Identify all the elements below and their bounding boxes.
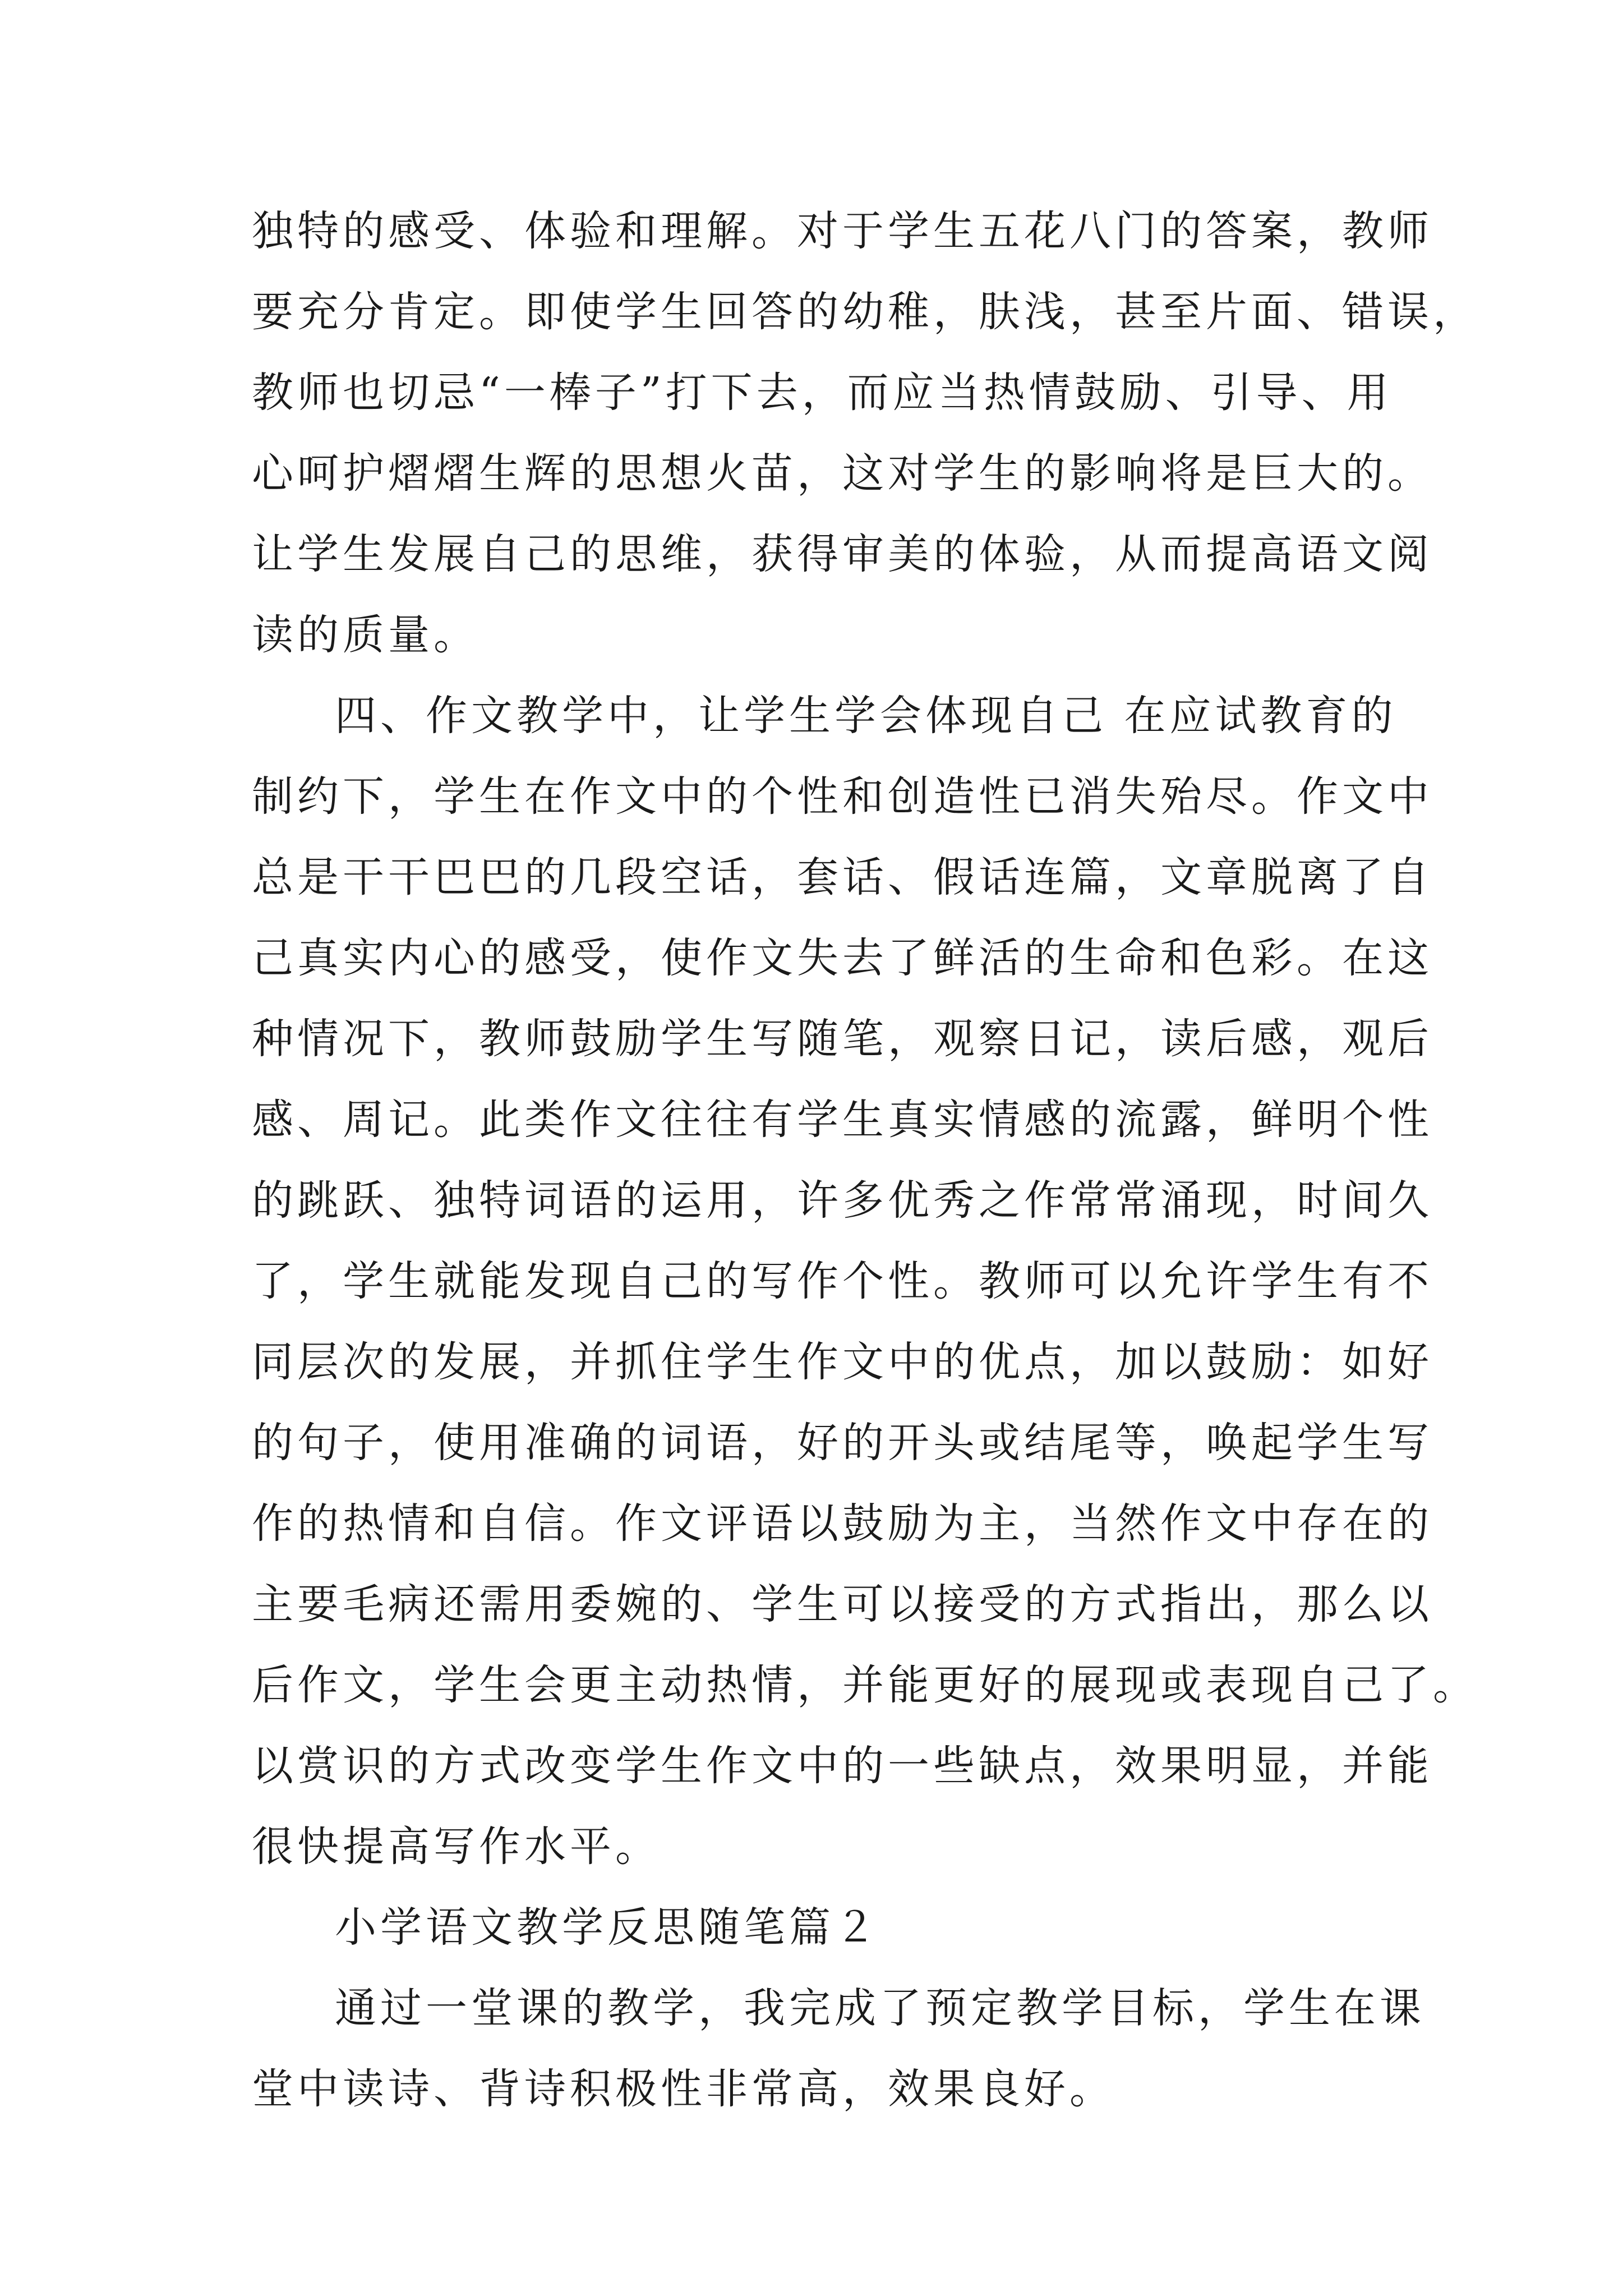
text-line: 同层次的发展，并抓住学生作文中的优点，加以鼓励：如好 — [252, 1338, 1433, 1386]
text-line: 通过一堂课的教学，我完成了预定教学目标，学生在课 — [335, 1984, 1425, 2032]
text-line: 后作文，学生会更主动热情，并能更好的展现或表现自己了。 — [252, 1661, 1478, 1709]
text-line: 主要毛病还需用委婉的、学生可以接受的方式指出，那么以 — [252, 1580, 1433, 1628]
section-heading — [252, 1887, 1385, 1968]
text-line: 教师也切忌“一棒子”打下去，而应当热情鼓励、引导、用 — [252, 369, 1393, 417]
text-line: 制约下，学生在作文中的个性和创造性已消失殆尽。作文中 — [252, 772, 1433, 821]
text-line: 以赏识的方式改变学生作文中的一些缺点，效果明显，并能 — [252, 1742, 1433, 1790]
document-body — [252, 191, 1478, 2129]
text-line: 感、周记。此类作文往往有学生真实情感的流露，鲜明个性 — [252, 1096, 1433, 1144]
text-line: 很快提高写作水平。 — [252, 1823, 661, 1871]
text-line: 种情况下，教师鼓励学生写随笔，观察日记，读后感，观后 — [252, 1015, 1433, 1063]
text-line: 独特的感受、体验和理解。对于学生五花八门的答案，教师 — [252, 207, 1433, 255]
text-line: 了，学生就能发现自己的写作个性。教师可以允许学生有不 — [252, 1257, 1433, 1305]
text-line: 要充分肯定。即使学生回答的幼稚，肤浅，甚至片面、错误， — [252, 288, 1478, 336]
text-line: 读的质量。 — [252, 611, 479, 659]
paragraph-section-four — [252, 675, 1478, 1887]
text-line: 让学生发展自己的思维，获得审美的体验，从而提高语文阅 — [252, 530, 1433, 578]
paragraph-continued — [252, 191, 1478, 675]
text-line: 堂中读诗、背诗积极性非常高，效果良好。 — [252, 2065, 1115, 2113]
heading-text: 小学语文教学反思随笔篇２ — [335, 1903, 880, 1952]
text-line: 己真实内心的感受，使作文失去了鲜活的生命和色彩。在这 — [252, 934, 1433, 982]
text-line: 的跳跃、独特词语的运用，许多优秀之作常常涌现，时间久 — [252, 1176, 1433, 1225]
paragraph-closing — [252, 1968, 1425, 2129]
text-line: 心呵护熠熠生辉的思想火苗，这对学生的影响将是巨大的。 — [252, 449, 1433, 498]
text-line: 作的热情和自信。作文评语以鼓励为主，当然作文中存在的 — [252, 1499, 1433, 1548]
text-line: 四、作文教学中，让学生学会体现自己 在应试教育的 — [335, 692, 1397, 740]
text-line: 的句子，使用准确的词语，好的开头或结尾等，唤起学生写 — [252, 1419, 1433, 1467]
text-line: 总是干干巴巴的几段空话，套话、假话连篇，文章脱离了自 — [252, 853, 1433, 901]
